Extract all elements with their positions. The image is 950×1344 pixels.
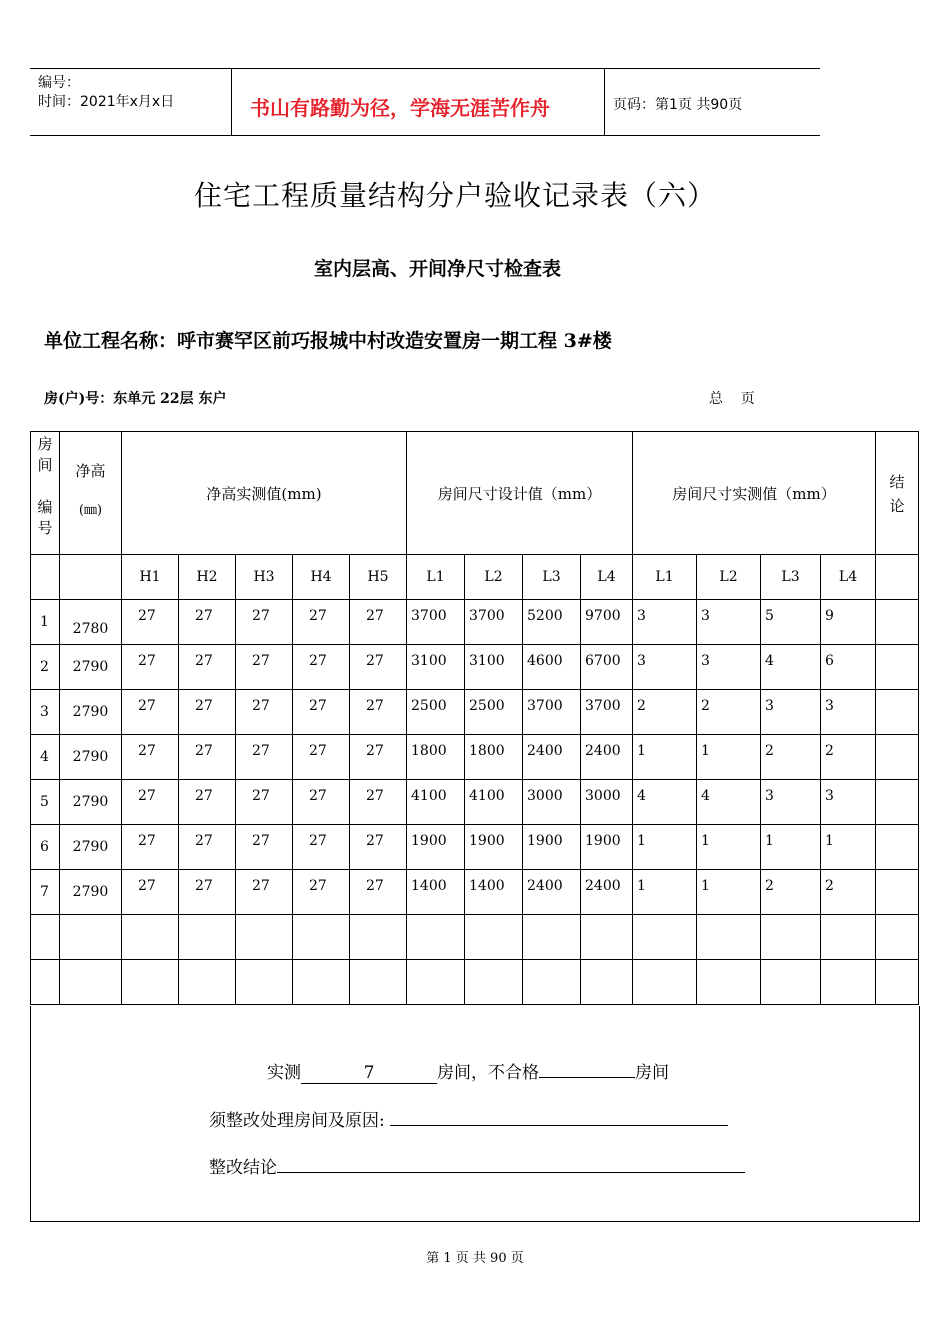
length-measured-cell: 4 [633,780,697,825]
subheader-blank [60,555,122,600]
room-number-cell: 4 [31,735,60,780]
net-height-cell: 2790 [60,870,122,915]
net-height-cell: 2780 [60,600,122,645]
length-measured-cell: 1 [761,825,821,870]
length-design-cell [407,915,465,960]
measured-suffix: 房间，不合格 [437,1063,539,1083]
height-measured-cell: 27 [350,690,407,735]
height-measured-cell: 27 [236,690,293,735]
room-number-cell: 6 [31,825,60,870]
length-design-cell: 4100 [465,780,523,825]
length-design-cell [465,960,523,1005]
summary-box [30,1006,920,1222]
height-measured-cell: 27 [122,690,179,735]
conclusion-cell [876,645,919,690]
length-design-cell: 3700 [465,600,523,645]
conclusion-cell [876,915,919,960]
net-height-cell [60,960,122,1005]
header-divider-right [604,68,605,135]
net-height-cell: 2790 [60,645,122,690]
subheader-l-measured: L2 [697,555,761,600]
length-measured-cell: 1 [697,825,761,870]
height-measured-cell: 27 [122,735,179,780]
room-number-cell: 2 [31,645,60,690]
length-measured-cell: 6 [821,645,876,690]
header-bottom-rule [30,135,820,136]
length-measured-cell: 3 [821,780,876,825]
height-measured-cell [236,915,293,960]
length-measured-cell: 2 [633,690,697,735]
table-row [31,690,919,735]
length-design-cell: 3100 [407,645,465,690]
length-design-cell [581,915,633,960]
subheader-l-design: L3 [523,555,581,600]
header-group-design: 房间尺寸设计值（mm） [407,432,633,555]
net-height-cell: 2790 [60,690,122,735]
length-measured-cell: 3 [633,645,697,690]
height-measured-cell: 27 [179,870,236,915]
conclusion-cell [876,780,919,825]
length-design-cell [581,960,633,1005]
subheader-l-measured: L4 [821,555,876,600]
length-measured-cell [761,915,821,960]
height-measured-cell: 27 [350,735,407,780]
room-number-cell: 1 [31,600,60,645]
subheader-l-design: L4 [581,555,633,600]
conclusion-cell [876,870,919,915]
length-design-cell: 3000 [581,780,633,825]
length-design-cell: 1800 [465,735,523,780]
height-measured-cell: 27 [179,825,236,870]
conclusion-cell [876,960,919,1005]
length-measured-cell: 2 [821,735,876,780]
height-measured-cell: 27 [179,690,236,735]
measured-count: 7 [301,1063,437,1084]
room-number-cell: 5 [31,780,60,825]
length-measured-cell: 3 [821,690,876,735]
length-design-cell: 3000 [523,780,581,825]
length-measured-cell [633,960,697,1005]
length-design-cell: 1900 [523,825,581,870]
length-measured-cell: 4 [761,645,821,690]
length-design-cell: 5200 [523,600,581,645]
length-design-cell [465,915,523,960]
rectify-label: 须整改处理房间及原因: [209,1111,385,1131]
height-measured-cell: 27 [293,735,350,780]
room-household-number: 房(户)号：东单元 22层 东户 [44,391,227,407]
length-measured-cell: 3 [761,690,821,735]
length-design-cell: 1400 [465,870,523,915]
table-row [31,735,919,780]
header-net-height [60,432,122,555]
height-measured-cell: 27 [293,645,350,690]
header-room-char: 房 [37,435,53,453]
total-pages-label: 总 页 [709,391,755,407]
page-footer: 第 1 页 共 90 页 [426,1251,524,1266]
header-net-height-unit: (㎜) [78,503,103,518]
length-measured-cell: 1 [821,825,876,870]
net-height-cell [60,915,122,960]
header-group-height: 净高实测值(mm) [122,432,407,555]
subheader-h: H3 [236,555,293,600]
header-group-measured: 房间尺寸实测值（mm） [633,432,876,555]
height-measured-cell: 27 [179,735,236,780]
subheader-blank [31,555,60,600]
length-design-cell: 3100 [465,645,523,690]
length-design-cell: 3700 [407,600,465,645]
rectify-field [390,1125,728,1126]
inspection-table [30,431,919,1005]
header-net-height-label: 净高 [75,462,106,480]
height-measured-cell: 27 [293,690,350,735]
header-motto: 书山有路勤为径，学海无涯苦作舟 [250,96,550,120]
length-design-cell: 2400 [523,870,581,915]
height-measured-cell: 27 [350,780,407,825]
height-measured-cell: 27 [179,600,236,645]
length-measured-cell: 2 [697,690,761,735]
height-measured-cell [350,960,407,1005]
table-row [31,915,919,960]
height-measured-cell: 27 [350,870,407,915]
net-height-cell: 2790 [60,825,122,870]
height-measured-cell: 27 [236,600,293,645]
header-room-char [31,476,59,497]
length-measured-cell: 1 [633,825,697,870]
height-measured-cell [179,960,236,1005]
height-measured-cell [236,960,293,1005]
length-measured-cell [697,960,761,1005]
length-design-cell [523,915,581,960]
header-conclusion [876,432,919,555]
subheader-h: H4 [293,555,350,600]
unit-project-name: 单位工程名称：呼市赛罕区前巧报城中村改造安置房一期工程 3#楼 [44,330,612,352]
length-measured-cell: 5 [761,600,821,645]
subheader-h: H2 [179,555,236,600]
conclusion-line [209,1153,745,1178]
height-measured-cell: 27 [236,645,293,690]
conclusion-cell [876,735,919,780]
header-top-rule [30,68,820,69]
length-measured-cell: 1 [697,735,761,780]
height-measured-cell: 27 [350,600,407,645]
doc-number-label: 编号： [38,75,80,91]
header-conclusion-char: 论 [889,497,905,515]
length-measured-cell: 1 [697,870,761,915]
subheader-l-design: L2 [465,555,523,600]
length-design-cell: 2500 [465,690,523,735]
height-measured-cell: 27 [236,870,293,915]
table-row [31,960,919,1005]
length-design-cell: 6700 [581,645,633,690]
length-design-cell: 3700 [581,690,633,735]
height-measured-cell: 27 [122,825,179,870]
length-design-cell: 1900 [581,825,633,870]
table-row [31,870,919,915]
length-measured-cell: 2 [761,870,821,915]
length-design-cell [407,960,465,1005]
subheader-l-measured: L1 [633,555,697,600]
length-design-cell: 9700 [581,600,633,645]
length-design-cell: 4100 [407,780,465,825]
length-measured-cell [633,915,697,960]
length-design-cell: 2400 [581,735,633,780]
height-measured-cell: 27 [293,780,350,825]
length-measured-cell: 3 [633,600,697,645]
measured-prefix: 实测 [267,1063,301,1083]
conclusion-cell [876,825,919,870]
net-height-cell: 2790 [60,735,122,780]
height-measured-cell [122,915,179,960]
length-design-cell [523,960,581,1005]
height-measured-cell: 27 [122,870,179,915]
length-measured-cell [761,960,821,1005]
subheader-row [31,555,919,600]
length-measured-cell: 3 [697,645,761,690]
subheader-l-measured: L3 [761,555,821,600]
height-measured-cell: 27 [350,645,407,690]
page-subtitle: 室内层高、开间净尺寸检查表 [313,258,561,280]
height-measured-cell [293,915,350,960]
length-design-cell: 2400 [581,870,633,915]
length-design-cell: 4600 [523,645,581,690]
height-measured-cell: 27 [236,780,293,825]
length-measured-cell: 2 [821,870,876,915]
height-measured-cell [293,960,350,1005]
length-measured-cell: 3 [697,600,761,645]
header-conclusion-char: 结 [889,473,905,491]
conclusion-cell [876,690,919,735]
conclusion-cell [876,600,919,645]
header-room-char: 编 [37,498,53,516]
length-design-cell: 1900 [407,825,465,870]
length-measured-cell: 1 [633,735,697,780]
height-measured-cell: 27 [179,780,236,825]
length-measured-cell [821,960,876,1005]
table-row [31,825,919,870]
height-measured-cell: 27 [122,645,179,690]
table-row [31,600,919,645]
length-design-cell: 1900 [465,825,523,870]
conclusion-field [277,1172,745,1173]
page-number-label: 页码：第1页 共90页 [613,97,743,113]
height-measured-cell [179,915,236,960]
subheader-l-design: L1 [407,555,465,600]
failed-count [539,1077,635,1078]
height-measured-cell: 27 [122,780,179,825]
length-design-cell: 2400 [523,735,581,780]
header-divider-left [231,68,232,135]
length-measured-cell [821,915,876,960]
length-measured-cell: 3 [761,780,821,825]
length-measured-cell: 4 [697,780,761,825]
length-measured-cell: 2 [761,735,821,780]
rectify-line [209,1106,728,1131]
subheader-blank [876,555,919,600]
table-row [31,780,919,825]
room-number-cell: 3 [31,690,60,735]
room-number-cell: 7 [31,870,60,915]
table-row [31,645,919,690]
subheader-h: H1 [122,555,179,600]
length-design-cell: 2500 [407,690,465,735]
length-measured-cell: 9 [821,600,876,645]
height-measured-cell: 27 [179,645,236,690]
subheader-h: H5 [350,555,407,600]
height-measured-cell: 27 [293,870,350,915]
failed-suffix: 房间 [635,1063,669,1083]
page-title: 住宅工程质量结构分户验收记录表（六） [193,179,716,212]
length-measured-cell: 1 [633,870,697,915]
room-number-cell [31,915,60,960]
height-measured-cell: 27 [350,825,407,870]
conclusion-label: 整改结论 [209,1158,277,1178]
height-measured-cell: 27 [236,735,293,780]
height-measured-cell: 27 [293,600,350,645]
room-number-cell [31,960,60,1005]
height-measured-cell: 27 [236,825,293,870]
height-measured-cell: 27 [293,825,350,870]
header-room-char: 间 [37,456,53,474]
header-room-number [31,432,60,555]
length-measured-cell [697,915,761,960]
net-height-cell: 2790 [60,780,122,825]
length-design-cell: 1800 [407,735,465,780]
height-measured-cell [122,960,179,1005]
length-design-cell: 3700 [523,690,581,735]
height-measured-cell [350,915,407,960]
height-measured-cell: 27 [122,600,179,645]
measured-line [267,1058,669,1084]
header-room-char: 号 [37,519,53,537]
doc-time-label: 时间：2021年x月x日 [38,94,175,110]
length-design-cell: 1400 [407,870,465,915]
